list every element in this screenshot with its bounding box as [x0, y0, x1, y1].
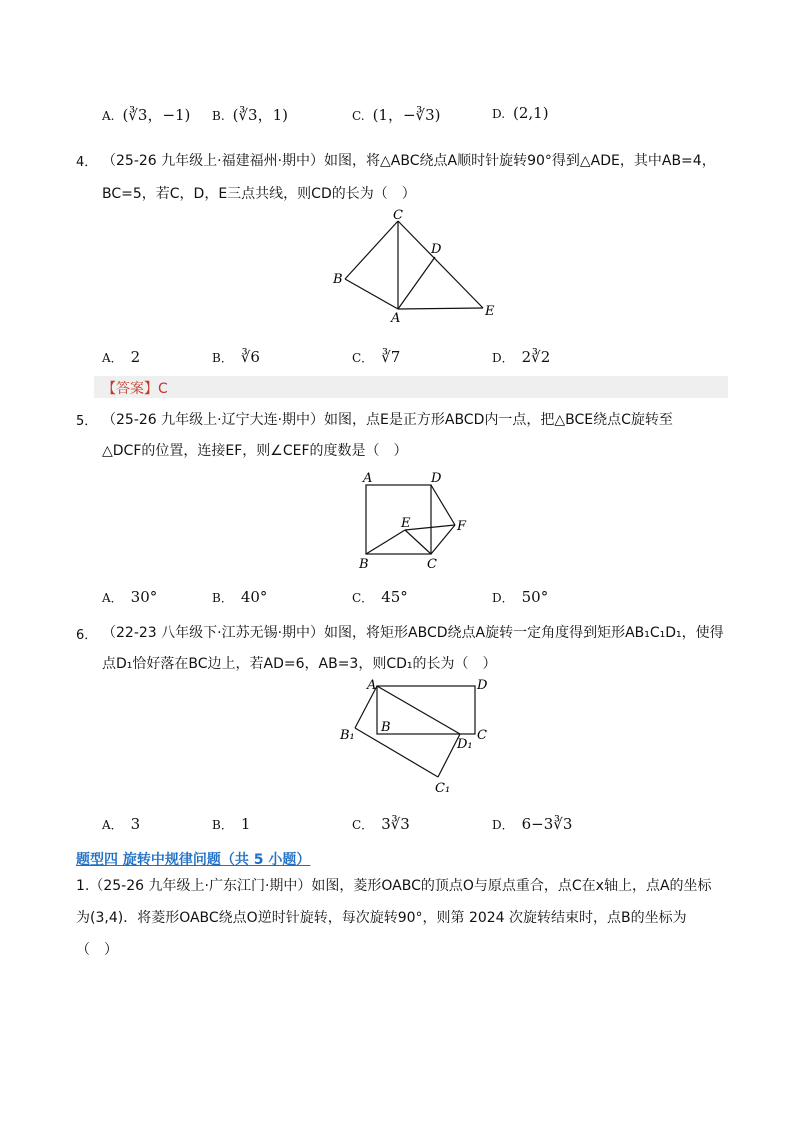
- q5-label-f: F: [457, 519, 467, 534]
- q4-option-c[interactable]: C． ∛7: [352, 348, 401, 366]
- q5-label-c: C: [427, 557, 437, 572]
- q4-answer-bar: [94, 376, 728, 398]
- q6-option-c[interactable]: C． 3∛3: [352, 815, 410, 833]
- q6-label-c: C: [477, 728, 487, 743]
- q4-label-d: D: [431, 242, 442, 257]
- q6-text-line1: （22-23 八年级下·江苏无锡·期中）如图，将矩形ABCD绕点A旋转一定角度得到矩形AB₁C₁D₁，使得: [102, 625, 724, 641]
- q6-number: 6．: [76, 628, 98, 643]
- section-title: 题型四 旋转中规律问题（共 5 小题）: [76, 852, 311, 868]
- q4-number: 4．: [76, 155, 98, 170]
- q4-label-a: A: [391, 311, 401, 325]
- q5-number: 5．: [76, 414, 98, 429]
- q5-text-line2: △DCF的位置，连接EF，则∠CEF的度数是（ ）: [102, 443, 408, 459]
- q3-option-c[interactable]: C. (1，−∛3): [352, 106, 441, 124]
- q5-option-d[interactable]: D． 50°: [492, 588, 549, 606]
- q5-option-c[interactable]: C． 45°: [352, 588, 408, 606]
- q3-option-b[interactable]: B. (∛3，1): [212, 106, 288, 124]
- q6-label-d1: D₁: [457, 737, 473, 752]
- q7-text-line3: （ ）: [76, 942, 118, 958]
- q6-label-b: B: [381, 720, 391, 735]
- q5-label-a: A: [363, 471, 373, 486]
- q4-option-a[interactable]: A． 2: [102, 348, 141, 366]
- q5-figure: [355, 468, 485, 573]
- q4-label-c: C: [393, 208, 403, 223]
- q4-answer: 【答案】C: [102, 381, 168, 397]
- q5-option-b[interactable]: B． 40°: [212, 588, 268, 606]
- q6-label-b1: B₁: [340, 728, 355, 743]
- q6-option-a[interactable]: A． 3: [102, 815, 141, 833]
- q5-label-e: E: [401, 516, 411, 531]
- q4-text-line1: （25-26 九年级上·福建福州·期中）如图，将△ABC绕点A顺时针旋转90°得到△ADE，其中AB=4，: [102, 153, 716, 169]
- q4-label-b: B: [333, 272, 343, 287]
- q4-label-e: E: [485, 304, 495, 319]
- q4-text-line2: BC=5，若C，D，E三点共线，则CD的长为（ ）: [102, 186, 416, 202]
- q6-option-b[interactable]: B． 1: [212, 815, 251, 833]
- q6-label-a: A: [367, 678, 377, 693]
- q6-label-d: D: [477, 678, 488, 693]
- q6-label-c1: C₁: [435, 781, 451, 796]
- q5-option-a[interactable]: A． 30°: [102, 588, 158, 606]
- q3-option-a[interactable]: A. (∛3，−1): [102, 106, 191, 124]
- q5-text-line1: （25-26 九年级上·辽宁大连·期中）如图，点E是正方形ABCD内一点，把△BCE绕点C旋转至: [102, 412, 673, 428]
- q5-label-d: D: [431, 471, 442, 486]
- q3-option-d[interactable]: D. (2,1): [492, 104, 549, 122]
- q7-text-line2: 为(3,4)．将菱形OABC绕点O逆时针旋转，每次旋转90°，则第 2024 次旋转结束时，点B的坐标为: [76, 910, 687, 926]
- q4-option-d[interactable]: D． 2∛2: [492, 348, 551, 366]
- q6-figure: [335, 675, 500, 800]
- q6-text-line2: 点D₁恰好落在BC边上，若AD=6，AB=3，则CD₁的长为（ ）: [102, 656, 497, 672]
- q4-option-b[interactable]: B． ∛6: [212, 348, 260, 366]
- q6-option-d[interactable]: D． 6−3∛3: [492, 815, 573, 833]
- q7-text-line1: 1.（25-26 九年级上·广东江门·期中）如图，菱形OABC的顶点O与原点重合，点C在x轴上，点A的坐标: [76, 878, 712, 894]
- q5-label-b: B: [359, 557, 369, 572]
- q4-figure: [325, 205, 505, 325]
